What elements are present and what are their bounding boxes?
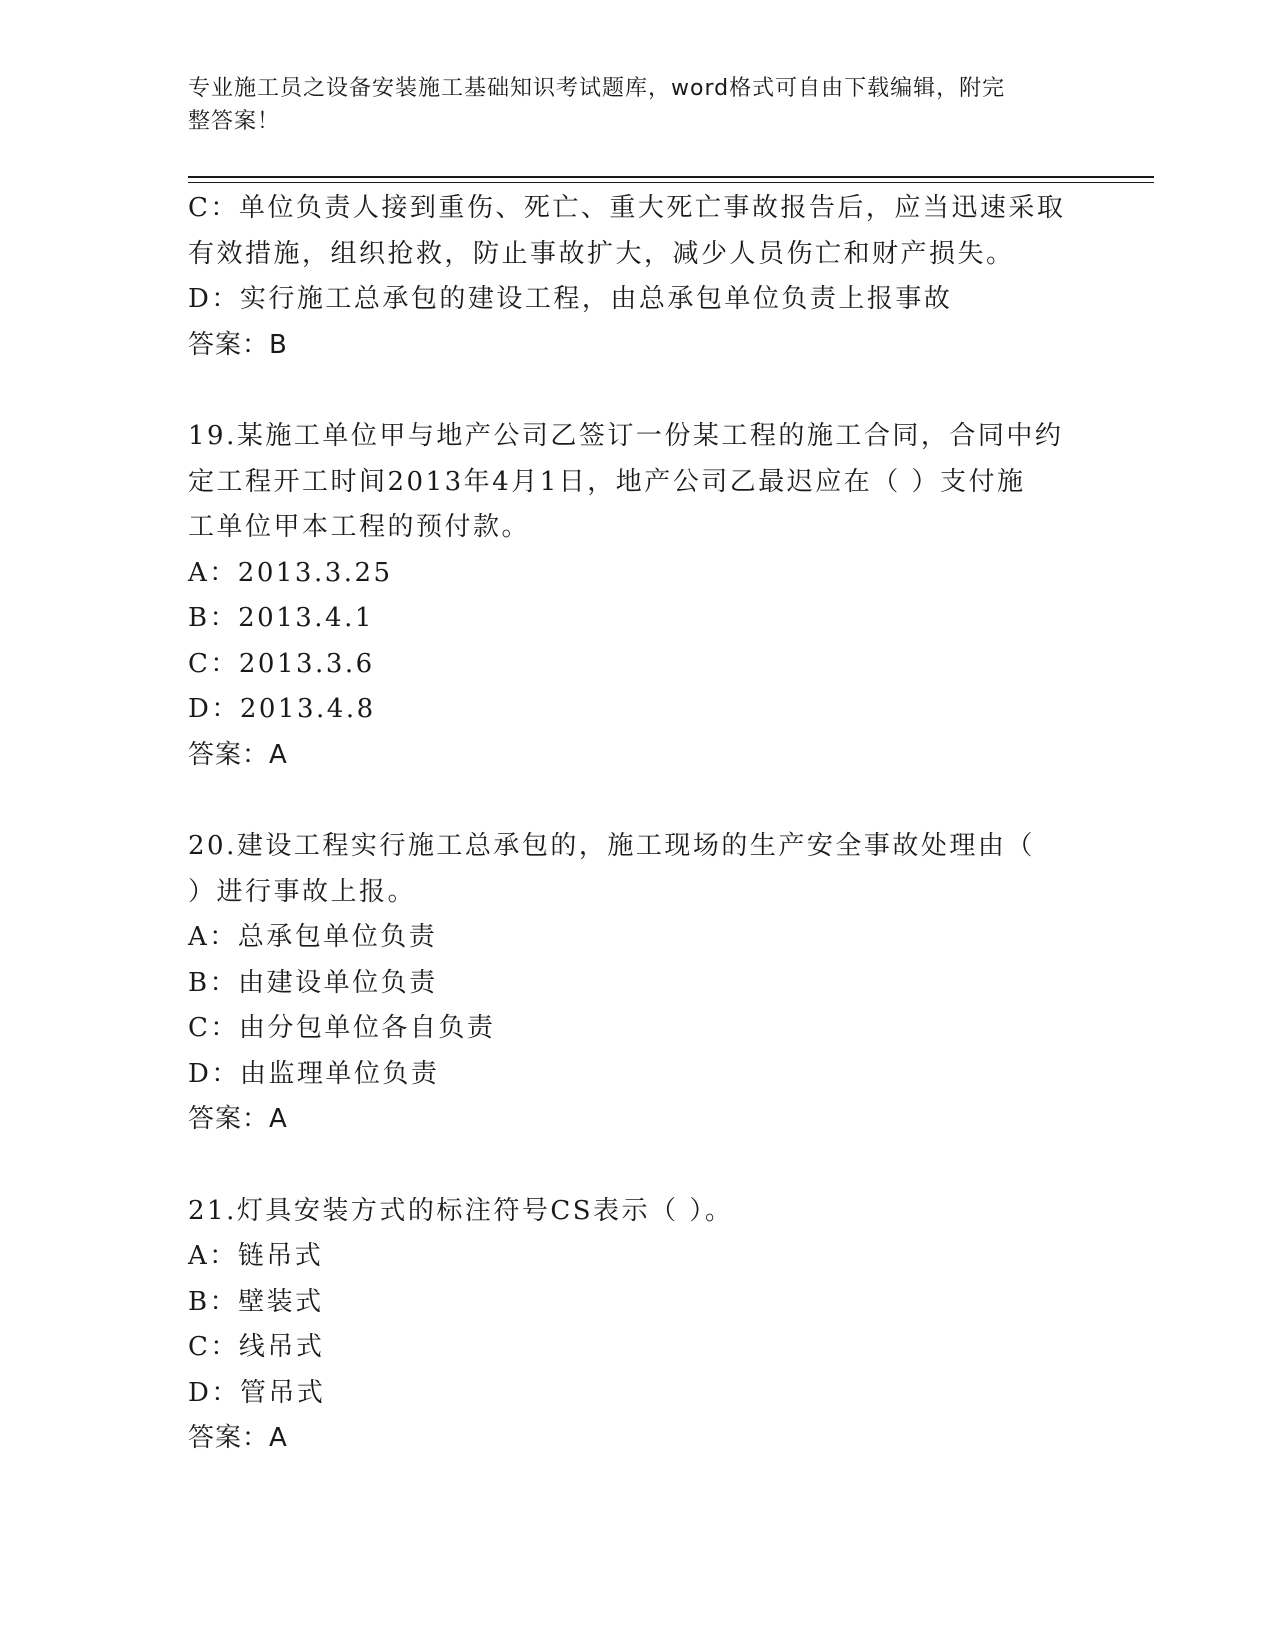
option-d: D：由监理单位负责 xyxy=(188,1058,440,1089)
option-c: C：线吊式 xyxy=(188,1332,325,1362)
answer: 答案：A xyxy=(188,1104,288,1134)
question-20 xyxy=(188,824,1088,1143)
page-header xyxy=(188,72,1068,138)
question-18-tail xyxy=(188,186,1088,368)
option-a: A：2013.3.25 xyxy=(188,557,393,588)
header-line-2: 整答案！ xyxy=(188,109,281,134)
document-body xyxy=(188,186,1088,1462)
question-text-line-3: 工单位甲本工程的预付款。 xyxy=(188,512,531,542)
question-text-line-2: ）进行事故上报。 xyxy=(188,876,417,907)
option-d: D：2013.4.8 xyxy=(188,694,376,724)
answer: 答案：A xyxy=(188,739,288,770)
option-b: B：2013.4.1 xyxy=(188,603,374,633)
header-rule-thin xyxy=(188,182,1154,183)
question-19 xyxy=(188,414,1088,778)
answer: 答案：A xyxy=(188,1423,288,1453)
option-d: D：管吊式 xyxy=(188,1377,326,1408)
question-text-line-1: 20.建设工程实行施工总承包的，施工现场的生产安全事故处理由（ xyxy=(188,831,1035,861)
option-c-line-1: C：单位负责人接到重伤、死亡、重大死亡事故报告后，应当迅速采取 xyxy=(188,193,1066,223)
header-rule-thick xyxy=(188,176,1154,178)
option-b: B：由建设单位负责 xyxy=(188,967,438,998)
option-c-line-2: 有效措施，组织抢救，防止事故扩大，减少人员伤亡和财产损失。 xyxy=(188,238,1015,269)
spacer xyxy=(188,778,1088,824)
header-line-1: 专业施工员之设备安装施工基础知识考试题库，word格式可自由下载编辑，附完 xyxy=(188,76,1006,101)
question-text-line-2: 定工程开工时间2013年4月1日，地产公司乙最迟应在（ ）支付施 xyxy=(188,466,1026,497)
option-c: C：由分包单位各自负责 xyxy=(188,1013,496,1043)
spacer xyxy=(188,368,1088,414)
option-a: A：总承包单位负责 xyxy=(188,922,438,952)
question-21 xyxy=(188,1189,1088,1462)
option-d: D：实行施工总承包的建设工程，由总承包单位负责上报事故 xyxy=(188,284,953,314)
spacer xyxy=(188,1143,1088,1189)
question-text-line-1: 19.某施工单位甲与地产公司乙签订一份某工程的施工合同，合同中约 xyxy=(188,421,1064,451)
question-text-line-1: 21.灯具安装方式的标注符号CS表示（ ）。 xyxy=(188,1195,734,1226)
option-a: A：链吊式 xyxy=(188,1241,324,1271)
option-c: C：2013.3.6 xyxy=(188,648,375,679)
option-b: B：壁装式 xyxy=(188,1286,324,1317)
answer: 答案：B xyxy=(188,329,288,360)
